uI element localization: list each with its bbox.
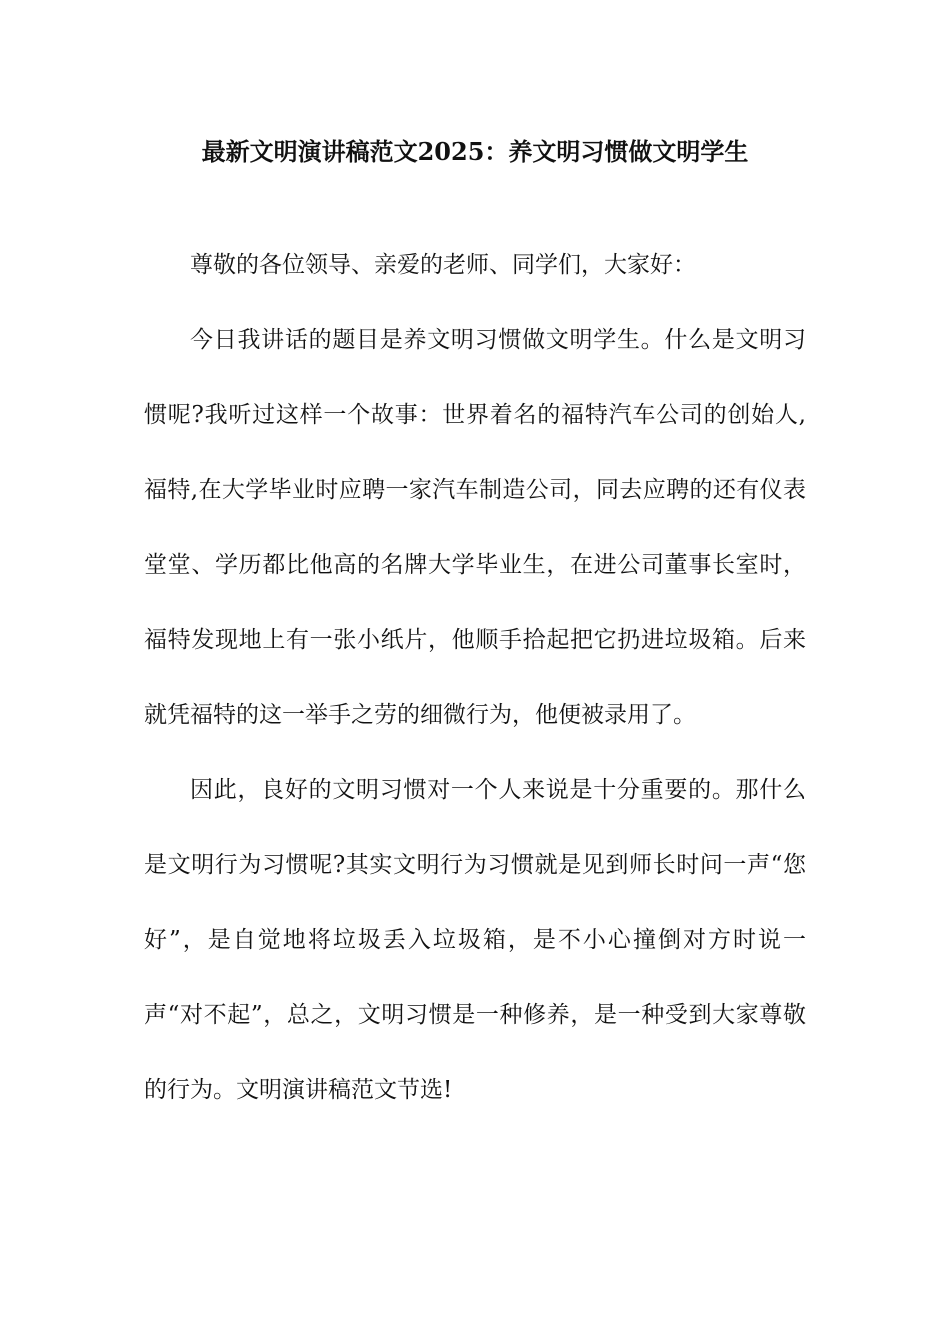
paragraph-conclusion: 因此，良好的文明习惯对一个人来说是十分重要的。那什么是文明行为习惯呢?其实文明行为习惯就是见到师长时问一声“您好”，是自觉地将垃圾丢入垃圾箱，是不小心撞倒对方时说一声“对不起”，总之，文明习惯是一种修养，是一种受到大家尊敬的行为。文明演讲稿范文节选! <box>144 777 806 1103</box>
document-title: 最新文明演讲稿范文2025：养文明习惯做文明学生 <box>201 137 749 166</box>
paragraph-story: 今日我讲话的题目是养文明习惯做文明学生。什么是文明习惯呢?我听过这样一个故事：世界着名的福特汽车公司的创始人,福特,在大学毕业时应聘一家汽车制造公司，同去应聘的还有仪表堂堂、学历都比他高的名牌大学毕业生，在进公司董事长室时，福特发现地上有一张小纸片，他顺手拾起把它扔进垃圾箱。后来就凭福特的这一举手之劳的细微行为，他便被录用了。 <box>144 327 806 728</box>
paragraph-greeting: 尊敬的各位领导、亲爱的老师、同学们，大家好： <box>190 252 696 278</box>
document-body <box>144 228 806 1128</box>
